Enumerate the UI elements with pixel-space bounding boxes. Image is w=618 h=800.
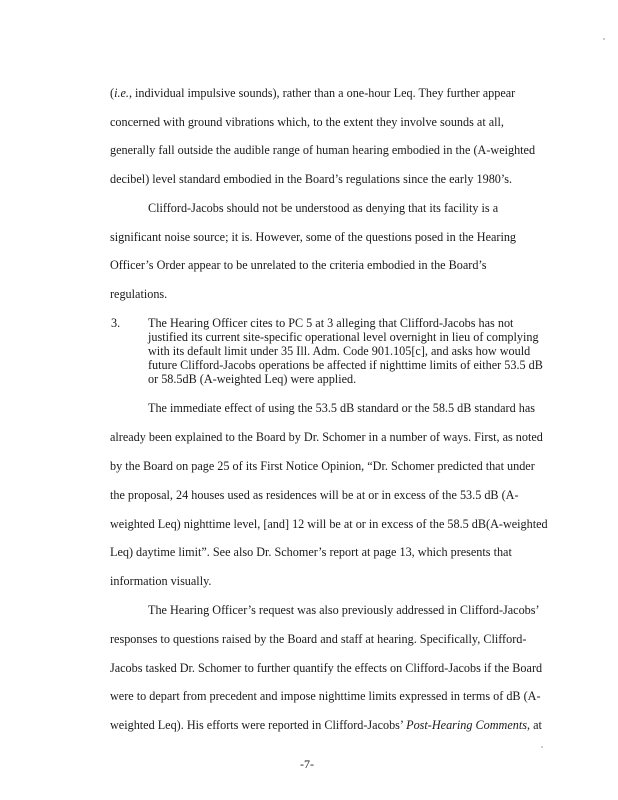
text-line: Clifford-Jacobs should not be understood as denying that its facility is a [148, 201, 499, 215]
text-line: regulations. [110, 287, 168, 301]
text-line: with its default limit under 35 Ill. Adm. Code 901.105[c], and asks how would [148, 344, 531, 358]
text-line: justified its current site-specific operational level overnight in lieu of complying [148, 330, 539, 344]
text-line: (i.e., individual impulsive sounds), rather than a one-hour Leq. They further appear [110, 86, 516, 100]
text-line: The Hearing Officer cites to PC 5 at 3 alleging that Clifford-Jacobs has not [148, 316, 514, 330]
text-line: weighted Leq). His efforts were reported in Clifford-Jacobs’ Post-Hearing Comments, at [110, 718, 542, 732]
text-line: generally fall outside the audible range of human hearing embodied in the (A-weighted [110, 143, 536, 157]
text-line: decibel) level standard embodied in the Board’s regulations since the early 1980’s. [110, 172, 513, 186]
scan-speck [603, 38, 605, 40]
text-line: weighted Leq) nighttime level, [and] 12 will be at or in excess of the 58.5 dB(A-weighted [110, 517, 548, 531]
text-line: future Clifford-Jacobs operations be affected if nighttime limits of either 53.5 dB [148, 358, 543, 372]
text-line: were to depart from precedent and impose nighttime limits expressed in terms of dB (A- [110, 689, 541, 703]
text-line: significant noise source; it is. However, some of the questions posed in the Hearing [110, 230, 517, 244]
text-line: information visually. [110, 574, 212, 588]
text-line: already been explained to the Board by Dr. Schomer in a number of ways. First, as noted [110, 430, 543, 444]
text-line: concerned with ground vibrations which, to the extent they involve sounds at all, [110, 115, 504, 129]
text-line: Leq) daytime limit”. See also Dr. Schomer’s report at page 13, which presents that [110, 545, 512, 559]
text-line: by the Board on page 25 of its First Notice Opinion, “Dr. Schomer predicted that under [110, 459, 535, 473]
text-line: The immediate effect of using the 53.5 dB standard or the 58.5 dB standard has [148, 401, 535, 415]
text-line: The Hearing Officer’s request was also previously addressed in Clifford-Jacobs’ [148, 603, 540, 617]
scan-speck [541, 746, 543, 748]
text-line: Officer’s Order appear to be unrelated to the criteria embodied in the Board’s [110, 258, 487, 272]
text-line: Jacobs tasked Dr. Schomer to further quantify the effects on Clifford-Jacobs if the Board [110, 661, 543, 675]
page-number: -7- [300, 757, 314, 771]
text-line: the proposal, 24 houses used as residences will be at or in excess of the 53.5 dB (A- [110, 488, 519, 502]
text-line: responses to questions raised by the Board and staff at hearing. Specifically, Clifford- [110, 632, 527, 646]
text-line: or 58.5dB (A-weighted Leq) were applied. [148, 372, 357, 386]
item-number: 3. [111, 316, 121, 330]
